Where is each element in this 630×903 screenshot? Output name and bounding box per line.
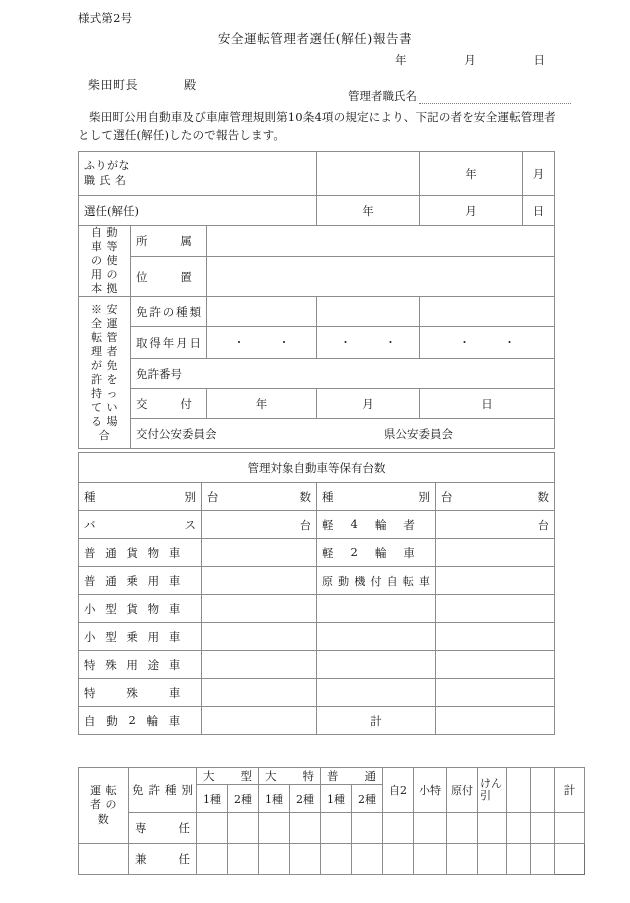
group-header-large-special: 大 特: [259, 768, 321, 785]
license-type-label: 免 許 の 種 類: [131, 297, 207, 327]
table-row: [79, 297, 555, 327]
table-row: [79, 844, 585, 875]
vehicle-count-header-right: 台 数: [436, 483, 555, 511]
vehicle-kind-left: 小 型 貨 物 車: [79, 595, 202, 623]
sub-header-large-1: 1種: [197, 785, 228, 813]
name-label: 職 氏 名: [84, 173, 127, 187]
addressee-honorific: 殿: [184, 78, 197, 92]
table-row: [79, 257, 555, 297]
header-ji2: 自2: [383, 768, 414, 813]
addressee-name: 柴田町長: [88, 78, 139, 92]
sub-header-large-special-1: 1種: [259, 785, 290, 813]
lead-paragraph: 柴田町公用自動車及び車庫管理規則第10条4項の規定により、下記の者を安全運転管理者として選任(解任)したので報告します。: [78, 110, 556, 142]
sub-header-ordinary-2: 2種: [352, 785, 383, 813]
manager-name-field: [348, 88, 571, 104]
vehicle-count-right[interactable]: [436, 567, 555, 595]
applicant-table: [78, 151, 555, 449]
group-header-large: 大 型: [197, 768, 259, 785]
header-date-month: 月: [464, 53, 476, 67]
header-kenin: けん引: [478, 768, 507, 813]
committee-value: 県公安委員会: [384, 426, 453, 441]
vehicle-count-left[interactable]: [202, 707, 317, 735]
header-total: 計: [555, 768, 585, 813]
issue-day: 日: [420, 389, 555, 419]
table-row: [79, 768, 585, 785]
license-kind-label: 免 許 種 別: [129, 768, 197, 813]
vehicle-kind-left: 普 通 乗 用 車: [79, 567, 202, 595]
manager-name-input[interactable]: [419, 92, 571, 104]
affiliation-input[interactable]: [207, 226, 555, 257]
header-blank-1: [507, 768, 531, 813]
dot-separator: ・: [233, 336, 245, 350]
table-row: [79, 707, 555, 735]
manager-name-label: 管理者職氏名: [348, 89, 417, 103]
vehicle-kind-right: 原 動 機 付 自 転 車: [317, 567, 436, 595]
header-date-year: 年: [395, 53, 407, 67]
table-row: [79, 813, 585, 844]
vehicle-count-right[interactable]: 台: [436, 511, 555, 539]
driver-cell[interactable]: [447, 844, 478, 875]
license-number-row[interactable]: [131, 359, 555, 389]
header-gentsuki: 原付: [447, 768, 478, 813]
driver-cell[interactable]: [228, 813, 259, 844]
driver-cell[interactable]: [447, 813, 478, 844]
usage-base-label: 自 動 車 等 の 使 用 の 本 拠: [79, 226, 131, 297]
driver-cell[interactable]: [321, 813, 352, 844]
vehicle-kind-header-left: 種 別: [79, 483, 202, 511]
license-acquire-input-1[interactable]: ・ ・: [207, 327, 317, 359]
driver-count-label: 運 転 者 の 数: [79, 768, 129, 844]
furigana-label: ふりがな: [84, 159, 130, 173]
committee-label: 交付公安委員会: [136, 426, 217, 441]
driver-cell[interactable]: [290, 813, 321, 844]
vehicle-kind-left: 小 型 乗 用 車: [79, 623, 202, 651]
driver-cell[interactable]: [414, 844, 447, 875]
license-holder-label: ※ 安 全 運 転 管 理 者 が 免 許 を 持 っ て い る 場 合: [79, 297, 131, 449]
vehicle-count-right[interactable]: [436, 651, 555, 679]
driver-cell[interactable]: [555, 813, 585, 844]
driver-cell[interactable]: [478, 844, 507, 875]
issue-year: 年: [207, 389, 317, 419]
vehicle-kind-right: 軽 4 輪 者: [317, 511, 436, 539]
vehicle-count-header-left: 台 数: [202, 483, 317, 511]
table-row: [79, 539, 555, 567]
vehicle-count-left[interactable]: [202, 595, 317, 623]
form-number: 様式第2号: [78, 11, 133, 25]
vehicle-count-left[interactable]: [202, 567, 317, 595]
sub-header-large-2: 2種: [228, 785, 259, 813]
driver-side-spacer: [79, 844, 129, 875]
license-acquire-input-2[interactable]: ・ ・: [317, 327, 420, 359]
table-row: [79, 623, 555, 651]
vehicle-total-value[interactable]: [436, 707, 555, 735]
driver-cell[interactable]: [321, 844, 352, 875]
table-row: [79, 511, 555, 539]
vehicle-table-caption: 管理対象自動車等保有台数: [79, 453, 555, 483]
location-input[interactable]: [207, 257, 555, 297]
vehicle-kind-right: [317, 623, 436, 651]
table-row: [79, 483, 555, 511]
sub-header-ordinary-1: 1種: [321, 785, 352, 813]
license-acquire-input-3[interactable]: ・ ・: [420, 327, 555, 359]
vehicle-total-label: 計: [317, 707, 436, 735]
vehicle-kind-right: [317, 595, 436, 623]
driver-cell[interactable]: [531, 813, 555, 844]
table-row: [79, 453, 555, 483]
birth-month-cell: 月: [523, 152, 555, 196]
issue-month: 月: [317, 389, 420, 419]
vehicle-count-right[interactable]: [436, 539, 555, 567]
vehicle-kind-left: 普 通 貨 物 車: [79, 539, 202, 567]
birth-year-cell: 年: [420, 152, 523, 196]
page-title: 安全運転管理者選任(解任)報告書: [217, 31, 413, 46]
vehicle-kind-left: バ ス: [79, 511, 202, 539]
table-row: [79, 152, 555, 196]
vehicle-count-left[interactable]: [202, 539, 317, 567]
driver-cell[interactable]: [259, 844, 290, 875]
appoint-year-cell: 年: [317, 196, 420, 226]
license-type-input-3[interactable]: [420, 297, 555, 327]
driver-cell[interactable]: [290, 844, 321, 875]
vehicle-kind-left: 特 殊 車: [79, 679, 202, 707]
driver-cell[interactable]: [383, 813, 414, 844]
table-row: [79, 567, 555, 595]
vehicle-kind-left: 自 動 2 輪 車: [79, 707, 202, 735]
driver-cell[interactable]: [259, 813, 290, 844]
vehicle-kind-right: 軽 2 輪 車: [317, 539, 436, 567]
table-row: [79, 327, 555, 359]
driver-row-label-fulltime: 専 任: [129, 813, 197, 844]
vehicle-kind-left: 特 殊 用 途 車: [79, 651, 202, 679]
vehicle-kind-header-right: 種 別: [317, 483, 436, 511]
appoint-day-cell: 日: [523, 196, 555, 226]
table-row: [79, 226, 555, 257]
group-header-ordinary: 普 通: [321, 768, 383, 785]
driver-cell[interactable]: [197, 813, 228, 844]
header-date-line: [395, 52, 545, 68]
driver-cell[interactable]: [228, 844, 259, 875]
header-blank-2: [531, 768, 555, 813]
vehicle-count-right[interactable]: [436, 595, 555, 623]
header-date-day: 日: [533, 53, 545, 67]
license-type-input-2[interactable]: [317, 297, 420, 327]
name-input-cell[interactable]: [317, 152, 420, 196]
driver-cell[interactable]: [352, 813, 383, 844]
table-row: [79, 419, 555, 449]
committee-row[interactable]: [131, 419, 555, 449]
location-label: 位 置: [131, 257, 207, 297]
driver-cell[interactable]: [531, 844, 555, 875]
driver-cell[interactable]: [478, 813, 507, 844]
driver-cell[interactable]: [414, 813, 447, 844]
vehicle-kind-right: [317, 651, 436, 679]
table-row: [79, 389, 555, 419]
license-number-label: 免許番号: [136, 366, 182, 381]
vehicle-count-left[interactable]: [202, 679, 317, 707]
appoint-month-cell: 月: [420, 196, 523, 226]
driver-cell[interactable]: [507, 813, 531, 844]
driver-cell[interactable]: [352, 844, 383, 875]
driver-cell[interactable]: [507, 844, 531, 875]
table-row: [79, 679, 555, 707]
sub-header-large-special-2: 2種: [290, 785, 321, 813]
name-label-cell: [79, 152, 317, 196]
appointment-label: 選任(解任): [79, 196, 317, 226]
vehicle-count-right[interactable]: [436, 623, 555, 651]
table-row: [79, 196, 555, 226]
header-kotoku: 小特: [414, 768, 447, 813]
vehicle-count-left[interactable]: [202, 623, 317, 651]
addressee: [88, 76, 196, 93]
table-row: [79, 651, 555, 679]
issue-label: 交 付: [131, 389, 207, 419]
license-type-input-1[interactable]: [207, 297, 317, 327]
vehicle-count-left[interactable]: 台: [202, 511, 317, 539]
vehicle-count-right[interactable]: [436, 679, 555, 707]
driver-count-table: [78, 767, 585, 875]
driver-cell[interactable]: [197, 844, 228, 875]
driver-row-label-parttime: 兼 任: [129, 844, 197, 875]
vehicle-count-left[interactable]: [202, 651, 317, 679]
license-acquire-label: 取 得 年 月 日: [131, 327, 207, 359]
table-row: [79, 595, 555, 623]
vehicle-count-table: [78, 452, 555, 735]
vehicle-kind-right: [317, 679, 436, 707]
affiliation-label: 所 属: [131, 226, 207, 257]
table-row: [79, 359, 555, 389]
driver-cell[interactable]: [383, 844, 414, 875]
